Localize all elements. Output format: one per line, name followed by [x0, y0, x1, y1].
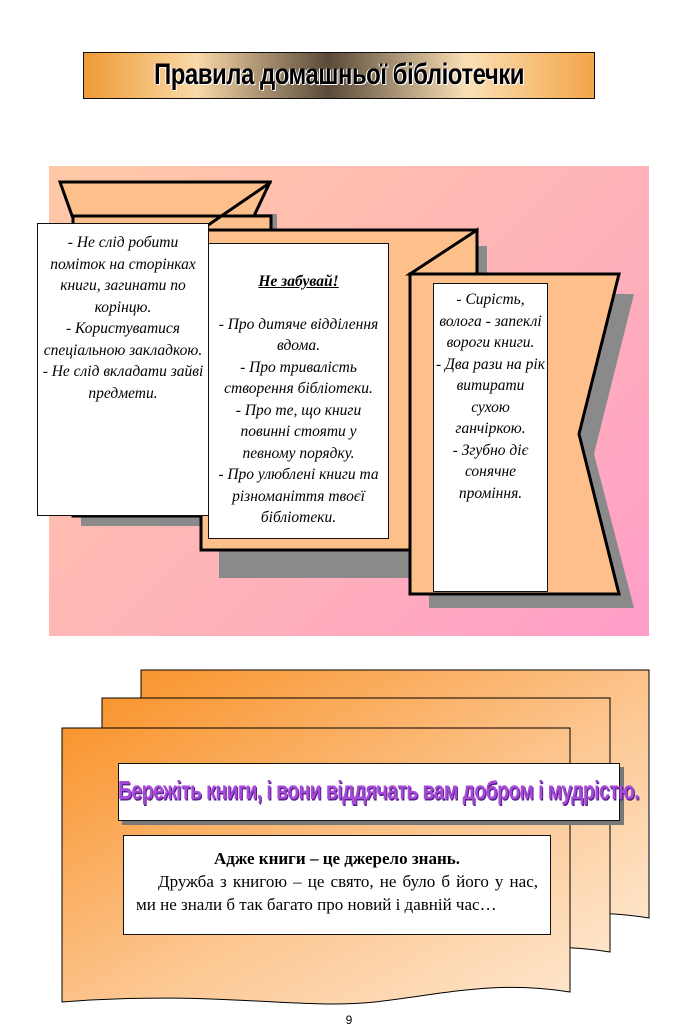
rule-box-left: - Не слід робити поміток на сторінках книги, загинати по корінцю. - Користуватися спеціальною закладкою. - Не слід вкладати зайві предмети. [37, 223, 209, 516]
info-text: Дружба з книгою – це свято, не було б його у нас, ми не знали б так багато про новий і давній час… [136, 872, 538, 914]
rule-box-middle-text: - Про дитяче відділення вдома. - Про тривалість створення бібліотеки. - Про те, що книги повинні стояти у певному порядку. - Про улюблені книги та різноманіття твоєї бібліотеки. [218, 315, 379, 526]
rule-box-middle [208, 243, 389, 539]
page-number: 9 [345, 1013, 353, 1027]
page-title: Правила домашньої бібліотечки [153, 57, 525, 92]
info-heading: Адже книги – це джерело знань. [214, 849, 460, 868]
rule-box-right: - Сирість, волога - запеклі вороги книги. - Два рази на рік витирати сухою ганчіркою. - Згубно діє сонячне проміння. [433, 283, 548, 592]
slogan-text: Бережіть книги, і вони віддячать вам добром і мудрістю. [118, 776, 640, 806]
info-box [123, 835, 551, 935]
rule-box-middle-heading: Не забувай! [258, 272, 339, 290]
